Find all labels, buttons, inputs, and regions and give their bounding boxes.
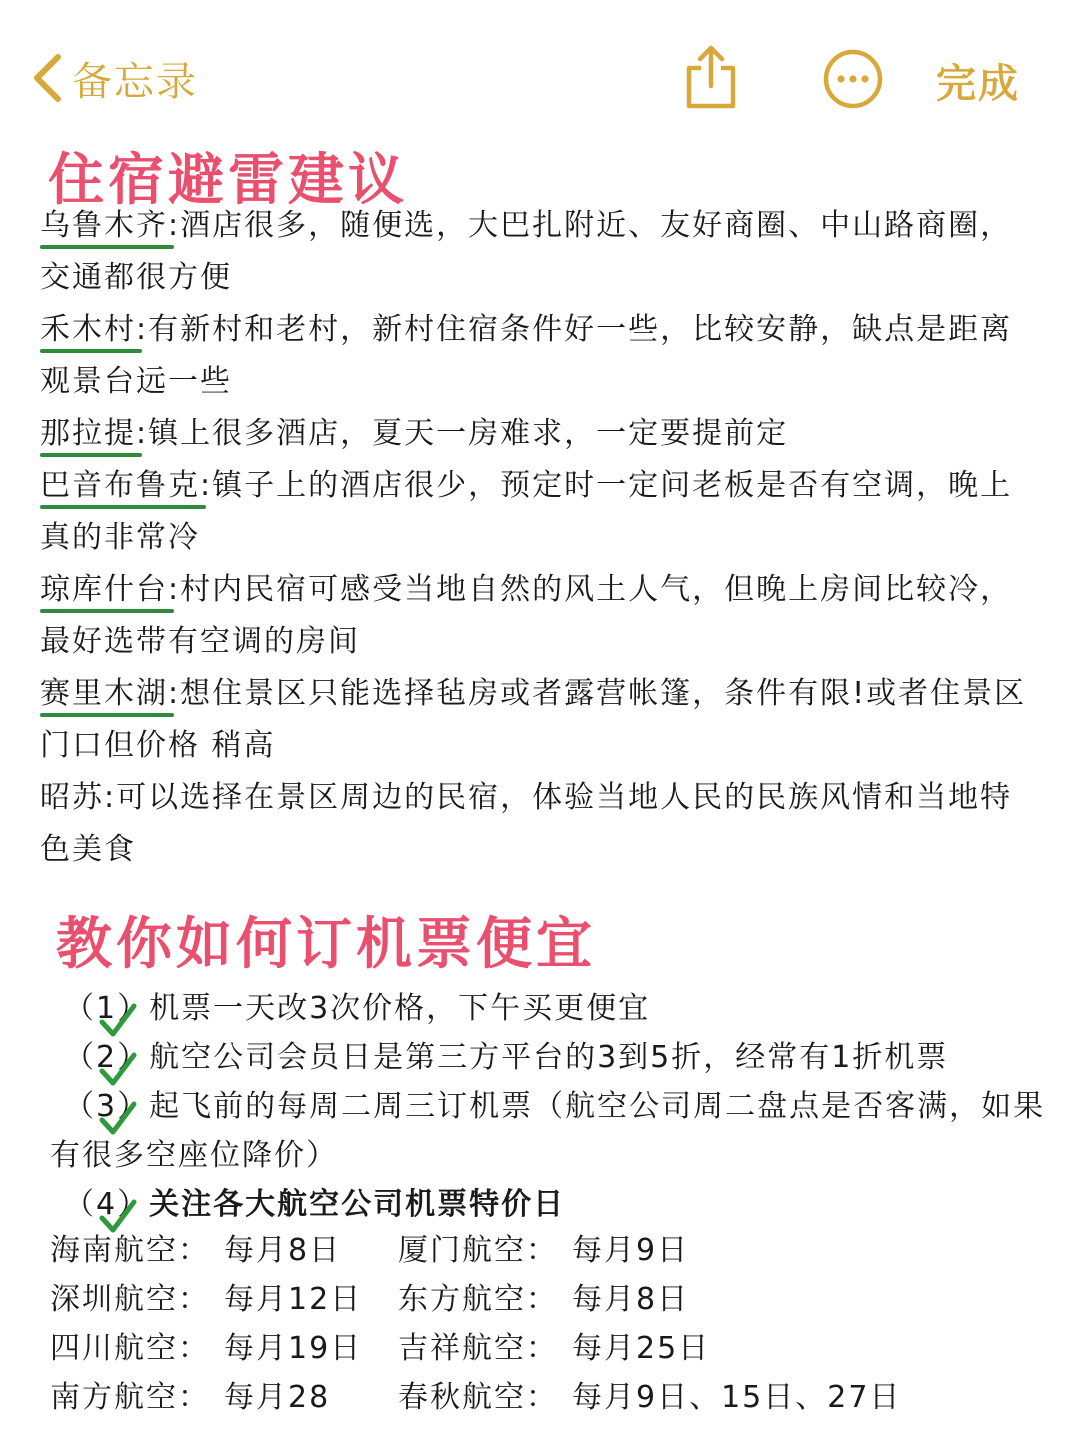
lodging-tip: [40, 408, 1040, 460]
flight-steps: [50, 984, 1050, 1229]
sale-day: 每月9日: [572, 1233, 690, 1268]
sale-day: 每月28: [224, 1380, 331, 1415]
airline-row: [50, 1226, 1050, 1275]
airline-row: [50, 1324, 1050, 1373]
lodging-tip: [40, 772, 1040, 876]
place-name: 昭苏: [40, 780, 104, 815]
section-title-lodging: 住宿避雷建议: [48, 148, 408, 213]
airline-name: 四川航空：: [50, 1331, 210, 1366]
airline-name: 南方航空：: [50, 1380, 210, 1415]
step-number: （3）: [64, 1089, 150, 1124]
airline-sale-days: [50, 1226, 1050, 1422]
flight-step: [50, 1033, 1050, 1082]
airline-name: 海南航空：: [50, 1233, 210, 1268]
tip-text: :有新村和老村，新村住宿条件好一些，比较安静，缺点是距离观景台远一些: [40, 312, 1013, 399]
tip-text: :村内民宿可感受当地自然的风土人气，但晚上房间比较冷，最好选带有空调的房间: [40, 572, 1013, 659]
place-name: 琼库什台: [40, 564, 168, 616]
lodging-tip: [40, 460, 1040, 564]
sale-day: 每月8日: [572, 1282, 690, 1317]
step-text: 机票一天改3次价格，下午买更便宜: [149, 991, 651, 1026]
nav-bar: [0, 0, 1080, 120]
section-title-flights: 教你如何订机票便宜: [56, 912, 596, 977]
sale-day: 每月9日、15日、27日: [572, 1380, 902, 1415]
airline-name: 东方航空：: [398, 1282, 558, 1317]
done-button[interactable]: 完成: [936, 61, 1020, 107]
lodging-tip: [40, 200, 1040, 304]
place-name: 那拉提: [40, 408, 136, 460]
lodging-tip: [40, 304, 1040, 408]
tip-text: :想住景区只能选择毡房或者露营帐篷，条件有限!或者住景区门口但价格 稍高: [40, 676, 1027, 763]
step-text: 关注各大航空公司机票特价日: [149, 1187, 566, 1222]
back-label: 备忘录: [72, 58, 198, 105]
step-number: （1）: [64, 991, 150, 1026]
airline-row: [50, 1373, 1050, 1422]
sale-day: 每月19日: [224, 1331, 363, 1366]
lodging-tip: [40, 564, 1040, 668]
sale-day: 每月12日: [224, 1282, 363, 1317]
step-text: 航空公司会员日是第三方平台的3到5折，经常有1折机票: [149, 1040, 949, 1075]
place-name: 赛里木湖: [40, 668, 168, 720]
place-name: 乌鲁木齐: [40, 200, 168, 252]
sale-day: 每月25日: [572, 1331, 711, 1366]
tip-text: :镇子上的酒店很少，预定时一定问老板是否有空调，晚上真的非常冷: [40, 468, 1013, 555]
more-options-icon[interactable]: [822, 48, 884, 110]
chevron-left-icon: [30, 53, 64, 103]
lodging-tip: [40, 668, 1040, 772]
step-text: 起飞前的每周二周三订机票（航空公司周二盘点是否客满，如果有很多空座位降价）: [50, 1089, 1046, 1173]
step-number: （2）: [64, 1040, 150, 1075]
step-number: （4）: [64, 1187, 150, 1222]
tip-text: :镇上很多酒店，夏天一房难求，一定要提前定: [136, 416, 789, 451]
share-icon[interactable]: [683, 44, 739, 110]
airline-name: 春秋航空：: [398, 1380, 558, 1415]
airline-name: 深圳航空：: [50, 1282, 210, 1317]
lodging-tips: [40, 200, 1040, 876]
place-name: 禾木村: [40, 304, 136, 356]
flight-step: [50, 1082, 1050, 1180]
tip-text: :可以选择在景区周边的民宿，体验当地人民的民族风情和当地特色美食: [40, 780, 1013, 867]
airline-name: 厦门航空：: [398, 1233, 558, 1268]
flight-step: [50, 1180, 1050, 1229]
flight-step: [50, 984, 1050, 1033]
sale-day: 每月8日: [224, 1233, 342, 1268]
airline-name: 吉祥航空：: [398, 1331, 558, 1366]
airline-row: [50, 1275, 1050, 1324]
back-button[interactable]: [30, 48, 198, 108]
place-name: 巴音布鲁克: [40, 460, 200, 512]
tip-text: :酒店很多，随便选，大巴扎附近、友好商圈、中山路商圈，交通都很方便: [40, 208, 1013, 295]
checkmark-icon: [98, 1100, 138, 1138]
